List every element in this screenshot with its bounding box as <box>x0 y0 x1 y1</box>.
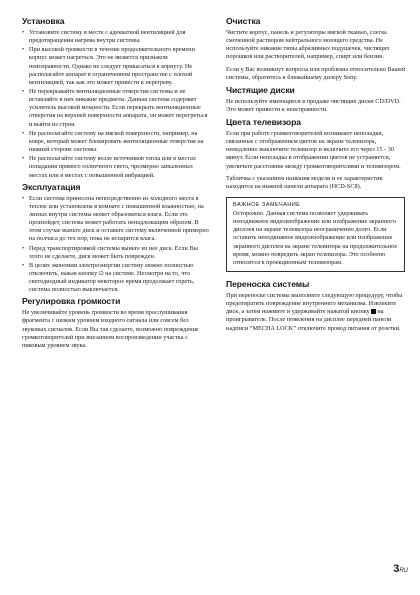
page-number <box>393 559 408 577</box>
moving-text-part: При переноске системы выполните следующую процедуру, чтобы предотвратить повреждение внутреннего механизма. Извлеките диск, а затем нажмите и удерживайте нажатой кнопку <box>226 291 403 316</box>
important-note-box <box>226 197 405 272</box>
moving-text <box>226 292 406 333</box>
list-item <box>22 262 210 295</box>
moving-text-part: на проигрывателе. После появления на дисплее передней панели надписи “MECHA LOCK” отключите провод питания от розетки. <box>226 308 401 332</box>
left-column <box>22 17 210 354</box>
cleaning-paragraph: Если у Вас возникнут вопросы или проблемы относительно Вашей системы, обратитесь к ближайшему дилеру Sony. <box>226 65 406 81</box>
volume-heading: Регулировка громкости <box>22 296 121 307</box>
note-title: ВАЖНОЕ ЗАМЕЧАНИЕ <box>233 201 301 208</box>
operation-heading: Эксплуатация <box>22 181 81 192</box>
installation-list <box>22 29 210 180</box>
cleaning-heading: Очистка <box>226 16 261 26</box>
operation-list <box>22 195 210 295</box>
page-number-value: 3 <box>393 563 400 575</box>
cleaning-discs-heading: Чистящие диски <box>226 84 295 95</box>
cleaning-section <box>226 17 406 82</box>
cleaning-paragraph: Чистите корпус, панель и регуляторы мягкой тканью, слегка смоченной раствором нейтрального моющего средства. Не используйте никакие типы абразивных подушечек, чистящих порошков или растворителей, например, спирт или бензин. <box>226 28 390 61</box>
moving-section <box>226 280 406 333</box>
installation-heading: Установка <box>22 16 65 26</box>
tv-color-heading: Цвета телевизора <box>226 117 301 127</box>
list-item: • При высокой громкости в течение продолжительного времени корпус может нагреться. Это не является признаком неисправности. Однако не следует прикасаться к корпусу. Не располагайте аппарат в ограниченном пространстве с плохой вентиляцией, так как это может привести к перегреву. <box>22 46 210 87</box>
volume-text: Не увеличивайте уровень громкости во время прослушивания фрагмента с низким уровнем входного сигнала или совсем без звуковых сигналов. Если Вы так сделаете, возможно повреждение громкоговорителей при внезапном воспроизведении участка с пиковым уровнем звука. <box>22 309 199 349</box>
list-item: • Установите систему в месте с адекватной вентиляцией для предотвращения нагрева внутри системы. <box>22 29 210 45</box>
power-icon: ⏻ <box>98 270 104 277</box>
page-language: RU <box>399 568 408 574</box>
volume-section <box>22 297 210 350</box>
cleaning-discs-section <box>226 86 406 114</box>
list-item-text: В целях экономии электроэнергии систему можно полностью отключить, нажав кнопку <box>29 261 194 277</box>
tv-color-section <box>226 118 406 191</box>
model-plate-paragraph: Табличка с указанием названия модели и ее характеристик находится на нижней панели аппарата (HCD-SC8). <box>226 174 383 190</box>
cleaning-discs-text: Не используйте имеющиеся в продаже чистящие диски CD/DVD. Это может привести к неисправности. <box>226 97 401 113</box>
installation-section <box>22 17 210 180</box>
right-column <box>226 17 406 337</box>
list-item: • Не располагайте систему возле источников тепла или в местах попадания прямого солнечного света, чрезмерно запыленных местах или в местах с повышенной вибрацией. <box>22 155 210 179</box>
list-item: • Перед транспортировкой системы выньте из нее диск. Если Вы этого не сделаете, диск может быть поврежден. <box>22 245 210 261</box>
tv-color-paragraph: Если при работе громкоговорителей возникают неполадки, связанные с отображением цветов на экране телевизора, немедленно выключите телевизор и включите его через 15 - 30 минут. Если неполадка в отображении цветов не устраняется, увеличьте расстояние между громкоговорителями и телевизором. <box>226 129 401 170</box>
list-item: • Не располагайте систему на мягкой поверхности, например, на ковре, который может блокировать вентиляционные отверстия на нижней стороне системы. <box>22 130 210 154</box>
operation-section <box>22 183 210 295</box>
list-item: • Не перекрывайте вентиляционные отверстия системы и не вставляйте в них никакие предметы. Данная система содержит усилитель высокой мощности. Если перекрыть вентиляционные отверстия на верхней поверхности аппарата, он может перегреться и выйти из строя. <box>22 88 210 129</box>
list-item: • Если система принесена непосредственно из холодного места в теплое или установлена в комнате с повышенной влажностью, на линзах внутри системы может образоваться влага. Если это произойдет, система может работать ненадлежащим образом. В этом случае выньте диск и оставьте систему включенной примерно на полчаса до тех пор, пока не испарится влага. <box>22 195 210 244</box>
list-item-text: на системе. Несмотря на то, что светодиодный индикатор некоторое время продолжает гореть, система полностью выключается. <box>29 269 195 294</box>
note-text: Осторожно. Данная система позволяет удерживать неподвижное видеоизображение или изображение экранного дисплея на экране телевизора неограниченно долго. Если оставить неподвижное видеоизображение или изображение экранного дисплея на экране телевизора на продолжительное время, можно повредить экран телевизора. Это особенно относится к проекционным телевизорам. <box>233 209 398 266</box>
moving-heading: Переноска системы <box>226 279 310 290</box>
